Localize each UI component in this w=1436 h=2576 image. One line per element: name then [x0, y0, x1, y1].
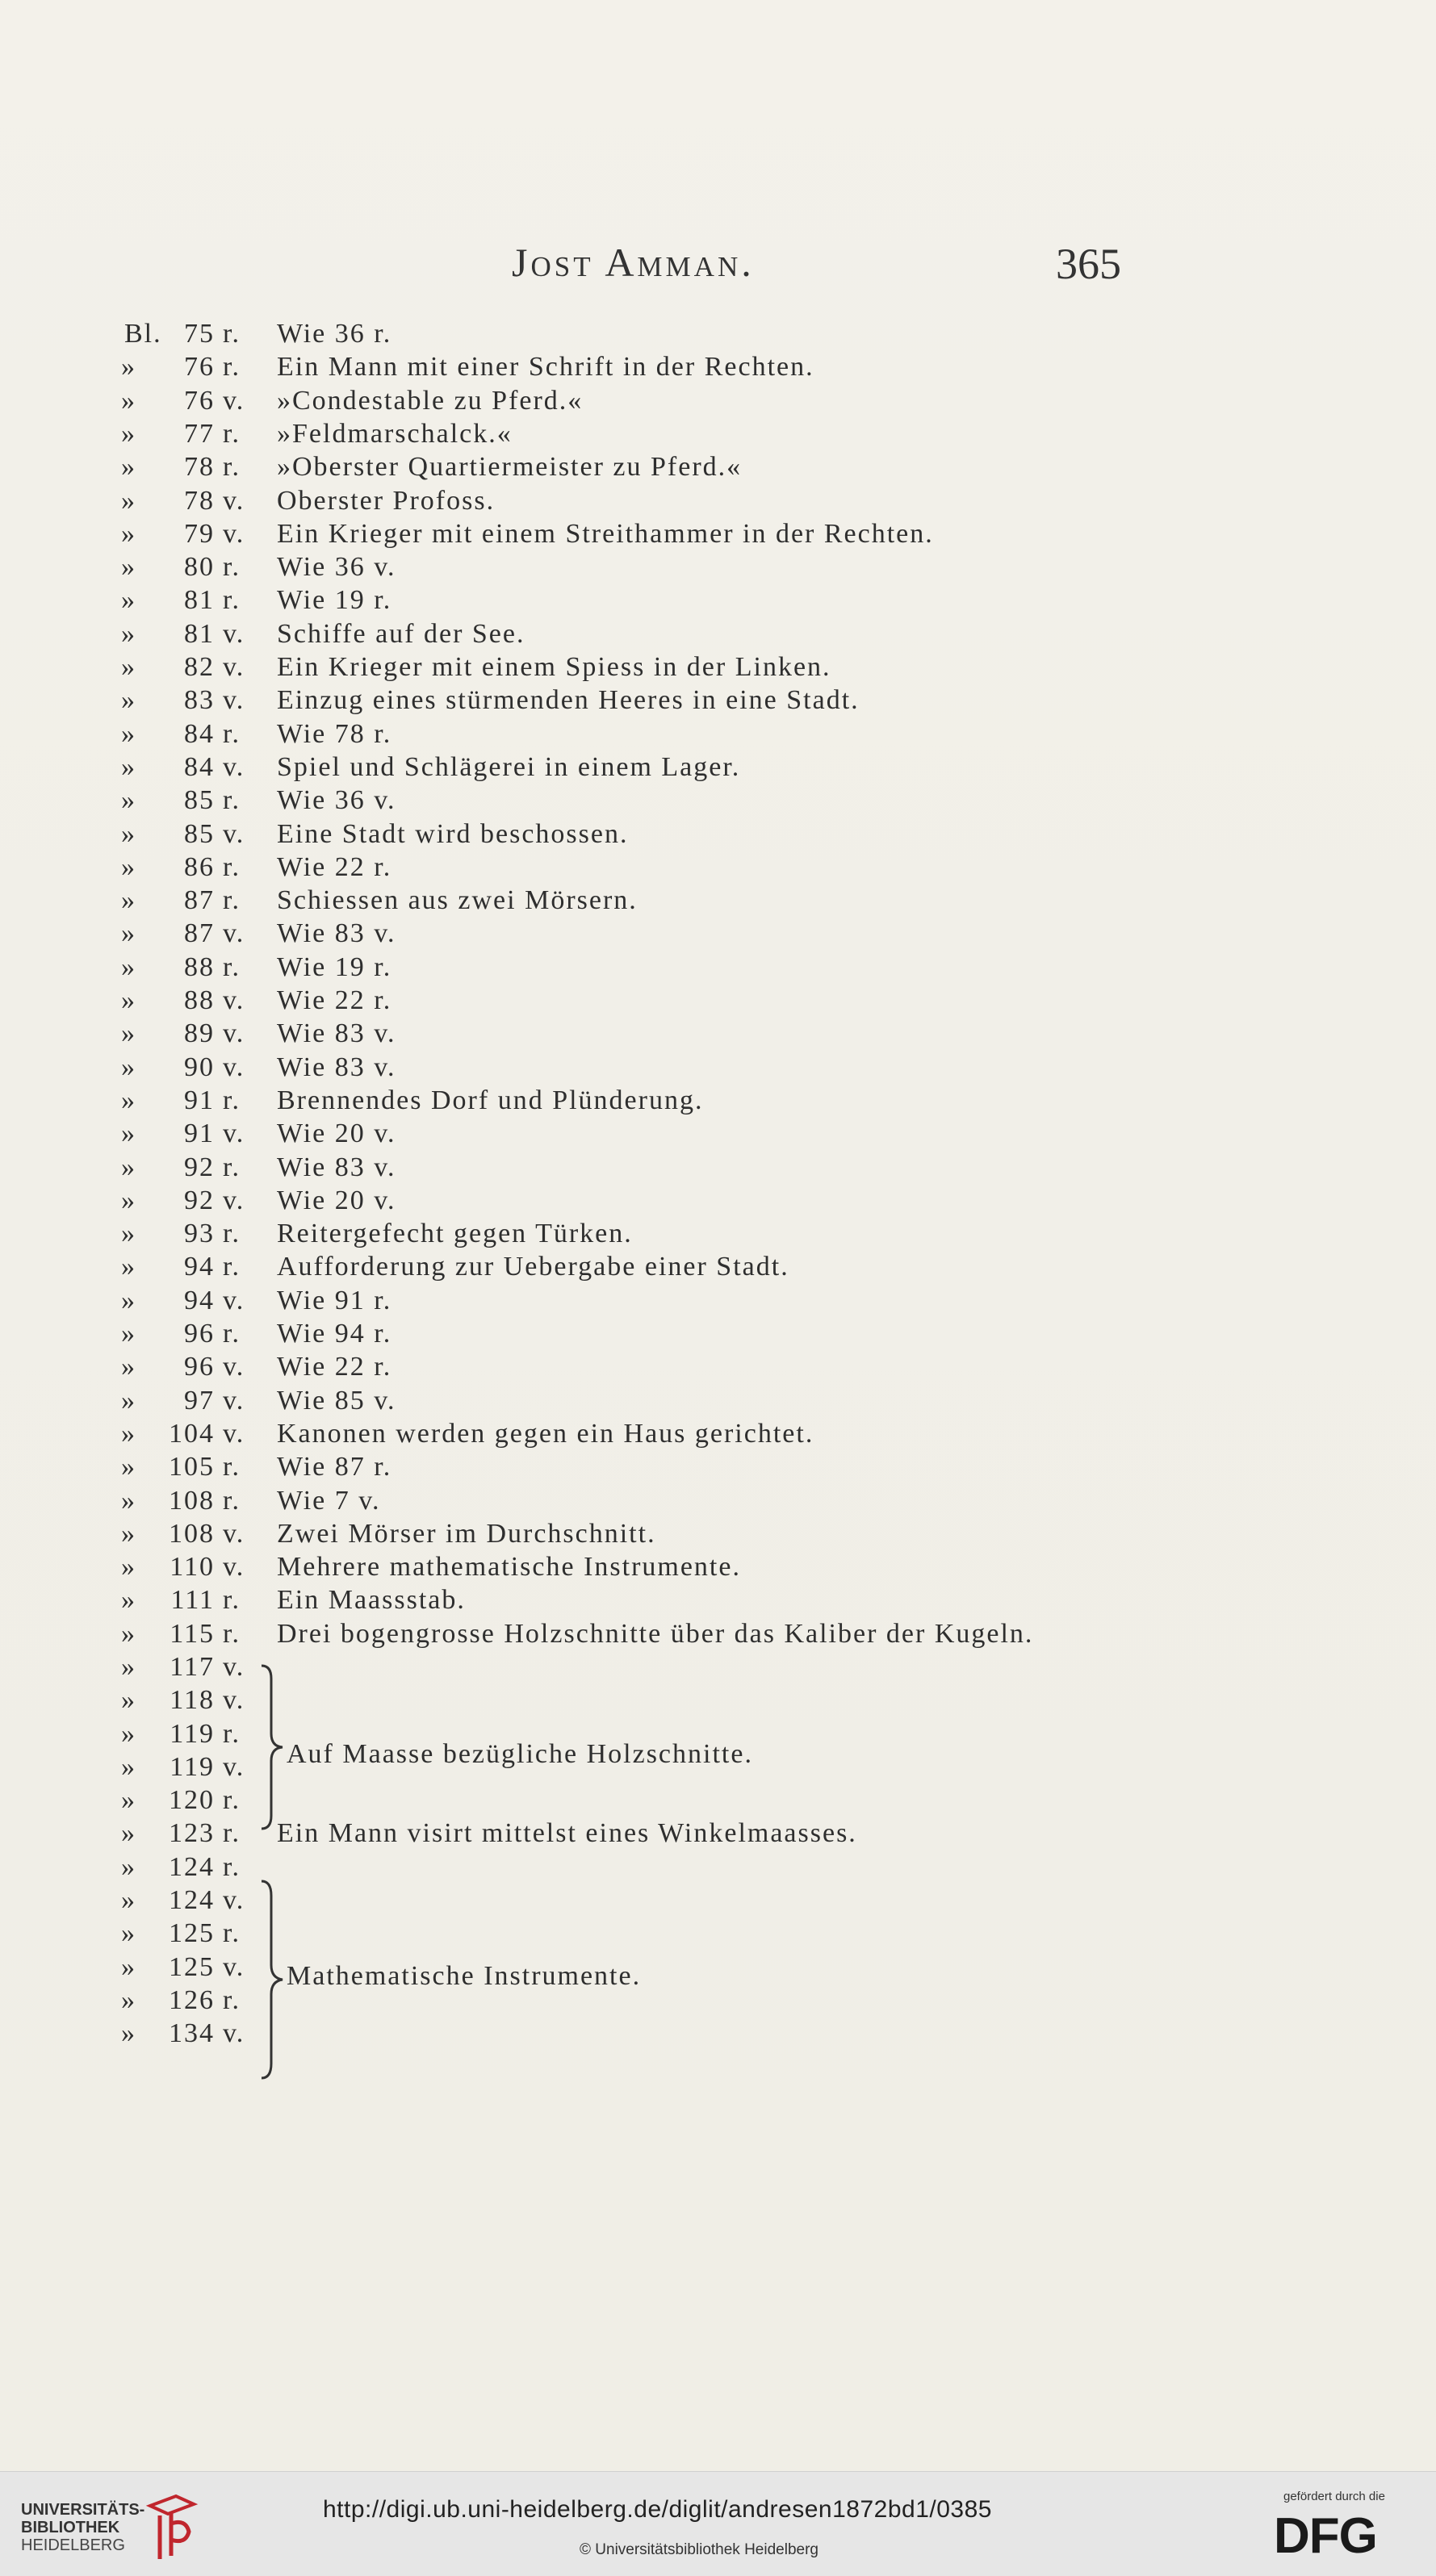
leaf-side: v. [223, 1352, 245, 1382]
leaf-number: 87 [184, 918, 215, 948]
curly-brace-icon [257, 1878, 289, 2081]
leaf-side: r. [223, 1219, 241, 1248]
entry-prefix: » [121, 1552, 136, 1582]
leaf-side: v. [223, 2018, 245, 2048]
leaf-side: r. [223, 1719, 241, 1749]
entry-description: Drei bogengrosse Holzschnitte über das Kaliber der Kugeln. [277, 1619, 1034, 1649]
entry-row [0, 1818, 1436, 1851]
leaf-side: r. [223, 952, 241, 982]
entry-prefix: » [121, 1018, 136, 1048]
leaf-side: v. [223, 1952, 245, 1982]
entry-prefix: » [121, 1719, 136, 1749]
entry-description: Wie 83 v. [277, 918, 396, 948]
leaf-side: v. [223, 386, 245, 416]
leaf-number: 119 [170, 1719, 215, 1749]
funding-note: gefördert durch die [1283, 2490, 1385, 2503]
entry-description: Wie 22 r. [277, 1352, 392, 1382]
leaf-number: 115 [170, 1619, 215, 1649]
entry-description: Wie 83 v. [277, 1152, 396, 1182]
leaf-side: v. [223, 685, 245, 715]
leaf-number: 94 [184, 1286, 215, 1315]
entry-row [0, 1785, 1436, 1818]
entry-description: Oberster Profoss. [277, 486, 496, 516]
leaf-side: r. [223, 585, 241, 615]
leaf-side: v. [223, 1885, 245, 1915]
leaf-side: r. [223, 885, 241, 915]
entry-row [0, 1186, 1436, 1219]
entry-description: Wie 85 v. [277, 1386, 396, 1416]
entry-row [0, 1885, 1436, 1918]
entry-description: Eine Stadt wird beschossen. [277, 819, 629, 849]
entry-description: Wie 36 v. [277, 785, 396, 815]
entry-prefix: » [121, 1252, 136, 1282]
leaf-side: v. [223, 1752, 245, 1782]
leaf-side: r. [223, 552, 241, 582]
entry-description: Wie 36 v. [277, 552, 396, 582]
entry-description: Wie 91 r. [277, 1286, 392, 1315]
entry-row [0, 1985, 1436, 2018]
library-name [21, 2501, 144, 2554]
leaf-number: 81 [184, 585, 215, 615]
page-header [0, 239, 1436, 295]
leaf-side: v. [223, 486, 245, 516]
entry-description: Aufforderung zur Uebergabe einer Stadt. [277, 1252, 789, 1282]
entry-description: Ein Krieger mit einem Streithammer in der Rechten. [277, 519, 934, 549]
leaf-number: 76 [184, 352, 215, 382]
curly-brace-icon [257, 1662, 289, 1832]
leaf-number: 81 [184, 619, 215, 649]
entry-row [0, 319, 1436, 352]
entry-prefix: » [121, 1585, 136, 1615]
leaf-side: v. [223, 819, 245, 849]
leaf-side: v. [223, 619, 245, 649]
leaf-side: v. [223, 652, 245, 682]
entry-row [0, 1052, 1436, 1085]
entry-description: Zwei Mörser im Durchschnitt. [277, 1519, 656, 1549]
entry-description: Ein Krieger mit einem Spiess in der Linken. [277, 652, 831, 682]
entry-prefix: » [121, 1452, 136, 1482]
library-line: UNIVERSITÄTS- [21, 2501, 145, 2519]
entry-row [0, 619, 1436, 652]
leaf-side: r. [223, 1152, 241, 1182]
library-line: BIBLIOTHEK [21, 2519, 120, 2536]
entry-prefix: » [121, 952, 136, 982]
leaf-side: v. [223, 519, 245, 549]
entry-description: Wie 19 r. [277, 585, 392, 615]
entry-description: Spiel und Schlägerei in einem Lager. [277, 752, 741, 782]
entry-row [0, 1386, 1436, 1419]
entry-row [0, 1486, 1436, 1519]
leaf-side: r. [223, 1252, 241, 1282]
entry-prefix: » [121, 652, 136, 682]
entry-row [0, 1152, 1436, 1186]
entry-row [0, 1286, 1436, 1319]
entry-prefix: » [121, 1785, 136, 1815]
leaf-number: 78 [184, 452, 215, 482]
group-label: Auf Maasse bezügliche Holzschnitte. [287, 1739, 753, 1769]
entry-row [0, 752, 1436, 785]
entry-row [0, 1952, 1436, 1985]
entry-prefix: » [121, 685, 136, 715]
leaf-number: 94 [184, 1252, 215, 1282]
entry-row [0, 1585, 1436, 1618]
leaf-number: 108 [169, 1519, 215, 1549]
leaf-side: r. [223, 1852, 241, 1882]
entry-row [0, 1852, 1436, 1885]
leaf-side: r. [223, 1985, 241, 2015]
leaf-number: 80 [184, 552, 215, 582]
leaf-side: r. [223, 1452, 241, 1482]
leaf-number: 92 [184, 1186, 215, 1215]
leaf-number: 83 [184, 685, 215, 715]
page-number: 365 [1056, 240, 1121, 288]
entry-description: Wie 83 v. [277, 1052, 396, 1082]
leaf-number: 91 [184, 1119, 215, 1148]
leaf-side: v. [223, 752, 245, 782]
leaf-side: r. [223, 452, 241, 482]
leaf-number: 78 [184, 486, 215, 516]
entry-prefix: » [121, 1519, 136, 1549]
entry-prefix: » [121, 885, 136, 915]
entry-description: Wie 94 r. [277, 1319, 392, 1349]
digitization-footer [0, 2471, 1436, 2576]
leaf-number: 86 [184, 852, 215, 882]
entry-row [0, 552, 1436, 585]
entry-prefix: » [121, 1486, 136, 1516]
entry-prefix: » [121, 519, 136, 549]
leaf-side: r. [223, 852, 241, 882]
leaf-number: 76 [184, 386, 215, 416]
entry-row [0, 1452, 1436, 1485]
leaf-number: 92 [184, 1152, 215, 1182]
leaf-side: r. [223, 1585, 241, 1615]
entry-row [0, 1085, 1436, 1119]
entry-prefix: » [121, 1852, 136, 1882]
entry-prefix: » [121, 452, 136, 482]
entry-prefix: » [121, 985, 136, 1015]
entry-prefix: » [121, 819, 136, 849]
entry-description: Wie 83 v. [277, 1018, 396, 1048]
entry-description: »Oberster Quartiermeister zu Pferd.« [277, 452, 743, 482]
entry-row [0, 1319, 1436, 1352]
leaf-side: v. [223, 1419, 245, 1449]
entry-description: Mehrere mathematische Instrumente. [277, 1552, 741, 1582]
entry-row [0, 1552, 1436, 1585]
leaf-number: 123 [169, 1818, 215, 1848]
dfg-logo: DFG [1274, 2508, 1377, 2564]
entry-description: »Feldmarschalck.« [277, 419, 513, 449]
entry-prefix: » [121, 1619, 136, 1649]
leaf-side: v. [223, 1186, 245, 1215]
entry-prefix: » [121, 719, 136, 749]
leaf-side: v. [223, 1286, 245, 1315]
entry-prefix: » [121, 419, 136, 449]
entry-row [0, 1619, 1436, 1652]
entry-prefix: » [121, 486, 136, 516]
entry-row [0, 2018, 1436, 2051]
entry-prefix: » [121, 1219, 136, 1248]
leaf-number: 89 [184, 1018, 215, 1048]
entry-prefix: » [121, 585, 136, 615]
entry-description: Wie 87 r. [277, 1452, 392, 1482]
entry-prefix: » [121, 1052, 136, 1082]
entry-row [0, 1652, 1436, 1685]
entry-row [0, 486, 1436, 519]
entry-prefix: » [121, 2018, 136, 2048]
entry-description: Kanonen werden gegen ein Haus gerichtet. [277, 1419, 814, 1449]
entry-prefix: » [121, 1286, 136, 1315]
entry-description: Wie 7 v. [277, 1486, 381, 1516]
leaf-number: 85 [184, 819, 215, 849]
entry-prefix: » [121, 1752, 136, 1782]
running-title: Jost Amman. [512, 240, 755, 285]
entry-row [0, 585, 1436, 618]
entry-prefix: » [121, 1319, 136, 1349]
entry-prefix: » [121, 1119, 136, 1148]
leaf-number: 82 [184, 652, 215, 682]
entry-row [0, 419, 1436, 452]
entry-row [0, 1352, 1436, 1385]
leaf-side: v. [223, 918, 245, 948]
leaf-side: r. [223, 419, 241, 449]
leaf-side: v. [223, 1386, 245, 1416]
entry-row [0, 452, 1436, 485]
entry-prefix: » [121, 785, 136, 815]
entry-prefix: » [121, 852, 136, 882]
entry-prefix: » [121, 1818, 136, 1848]
leaf-number: 117 [170, 1652, 215, 1682]
entry-row [0, 1685, 1436, 1718]
entry-row [0, 519, 1436, 552]
entry-row [0, 1252, 1436, 1285]
entry-prefix: » [121, 619, 136, 649]
entry-description: Wie 22 r. [277, 985, 392, 1015]
entry-row [0, 1419, 1436, 1452]
leaf-number: 88 [184, 985, 215, 1015]
leaf-number: 125 [169, 1952, 215, 1982]
entry-description: Schiessen aus zwei Mörsern. [277, 885, 638, 915]
leaf-side: v. [223, 1052, 245, 1082]
leaf-side: v. [223, 1519, 245, 1549]
entry-description: Wie 78 r. [277, 719, 392, 749]
entry-row [0, 386, 1436, 419]
ub-heidelberg-logo-icon [144, 2491, 200, 2564]
leaf-number: 119 [170, 1752, 215, 1782]
entry-prefix: » [121, 1352, 136, 1382]
entry-prefix: » [121, 918, 136, 948]
entry-row [0, 785, 1436, 818]
entry-prefix: » [121, 1152, 136, 1182]
leaf-number: 88 [184, 952, 215, 982]
entry-row [0, 918, 1436, 951]
entry-prefix: » [121, 1085, 136, 1115]
entry-description: Wie 19 r. [277, 952, 392, 982]
entry-description: Wie 20 v. [277, 1186, 396, 1215]
leaf-number: 110 [170, 1552, 215, 1582]
leaf-number: 96 [184, 1319, 215, 1349]
library-line: HEIDELBERG [21, 2536, 125, 2554]
entry-prefix: » [121, 1885, 136, 1915]
entry-description: Wie 36 r. [277, 319, 392, 349]
entry-row [0, 985, 1436, 1018]
leaf-number: 77 [184, 419, 215, 449]
leaf-side: r. [223, 319, 241, 349]
group-label: Mathematische Instrumente. [287, 1961, 642, 1991]
entry-prefix: » [121, 752, 136, 782]
leaf-number: 97 [184, 1386, 215, 1416]
leaf-side: r. [223, 1319, 241, 1349]
entry-row [0, 719, 1436, 752]
entry-row [0, 1018, 1436, 1052]
entry-row [0, 652, 1436, 685]
leaf-side: r. [223, 352, 241, 382]
entry-description: »Condestable zu Pferd.« [277, 386, 584, 416]
leaf-side: r. [223, 1785, 241, 1815]
entry-description: Schiffe auf der See. [277, 619, 525, 649]
leaf-side: r. [223, 1085, 241, 1115]
leaf-number: 108 [169, 1486, 215, 1516]
entry-row [0, 819, 1436, 852]
entry-description: Ein Mann mit einer Schrift in der Rechten. [277, 352, 814, 382]
leaf-number: 87 [184, 885, 215, 915]
entry-prefix: » [121, 552, 136, 582]
entry-prefix: » [121, 1918, 136, 1948]
leaf-number: 96 [184, 1352, 215, 1382]
leaf-number: 124 [169, 1885, 215, 1915]
leaf-number: 84 [184, 719, 215, 749]
leaf-number: 91 [184, 1085, 215, 1115]
entry-description: Einzug eines stürmenden Heeres in eine Stadt. [277, 685, 860, 715]
entry-row [0, 1918, 1436, 1951]
leaf-number: 111 [170, 1585, 215, 1615]
leaf-side: v. [223, 1119, 245, 1148]
leaf-side: v. [223, 1552, 245, 1582]
leaf-number: 79 [184, 519, 215, 549]
leaf-number: 134 [169, 2018, 215, 2048]
entry-description: Ein Mann visirt mittelst eines Winkelmaasses. [277, 1818, 857, 1848]
entry-description: Ein Maassstab. [277, 1585, 466, 1615]
leaf-side: r. [223, 719, 241, 749]
leaf-side: r. [223, 1619, 241, 1649]
entry-prefix: » [121, 1386, 136, 1416]
leaf-number: 85 [184, 785, 215, 815]
leaf-side: r. [223, 785, 241, 815]
leaf-side: r. [223, 1486, 241, 1516]
entry-row [0, 1219, 1436, 1252]
entry-prefix: » [121, 1985, 136, 2015]
entry-prefix: Bl. [124, 319, 162, 349]
leaf-number: 125 [169, 1918, 215, 1948]
entry-row [0, 1519, 1436, 1552]
entry-row [0, 852, 1436, 885]
leaf-side: v. [223, 1018, 245, 1048]
leaf-number: 75 [184, 319, 215, 349]
entry-row [0, 685, 1436, 718]
entry-description: Brennendes Dorf und Plünderung. [277, 1085, 704, 1115]
leaf-side: v. [223, 1685, 245, 1715]
leaf-number: 84 [184, 752, 215, 782]
leaf-number: 90 [184, 1052, 215, 1082]
entry-description: Wie 22 r. [277, 852, 392, 882]
entry-row [0, 1119, 1436, 1152]
entry-prefix: » [121, 386, 136, 416]
entry-description: Reitergefecht gegen Türken. [277, 1219, 633, 1248]
leaf-number: 93 [184, 1219, 215, 1248]
entry-prefix: » [121, 1419, 136, 1449]
entry-row [0, 952, 1436, 985]
permalink-url[interactable]: http://digi.ub.uni-heidelberg.de/diglit/andresen1872bd1/0385 [323, 2496, 992, 2523]
leaf-number: 104 [169, 1419, 215, 1449]
entry-row [0, 352, 1436, 385]
entry-description: Wie 20 v. [277, 1119, 396, 1148]
leaf-side: r. [223, 1918, 241, 1948]
copyright-notice: © Universitätsbibliothek Heidelberg [580, 2541, 818, 2558]
entry-prefix: » [121, 1652, 136, 1682]
entry-prefix: » [121, 352, 136, 382]
leaf-number: 105 [169, 1452, 215, 1482]
leaf-number: 126 [169, 1985, 215, 2015]
leaf-number: 120 [169, 1785, 215, 1815]
entry-prefix: » [121, 1952, 136, 1982]
leaf-side: v. [223, 1652, 245, 1682]
entry-prefix: » [121, 1186, 136, 1215]
entry-row [0, 885, 1436, 918]
leaf-number: 124 [169, 1852, 215, 1882]
leaf-number: 118 [170, 1685, 215, 1715]
leaf-side: v. [223, 985, 245, 1015]
entry-prefix: » [121, 1685, 136, 1715]
leaf-side: r. [223, 1818, 241, 1848]
